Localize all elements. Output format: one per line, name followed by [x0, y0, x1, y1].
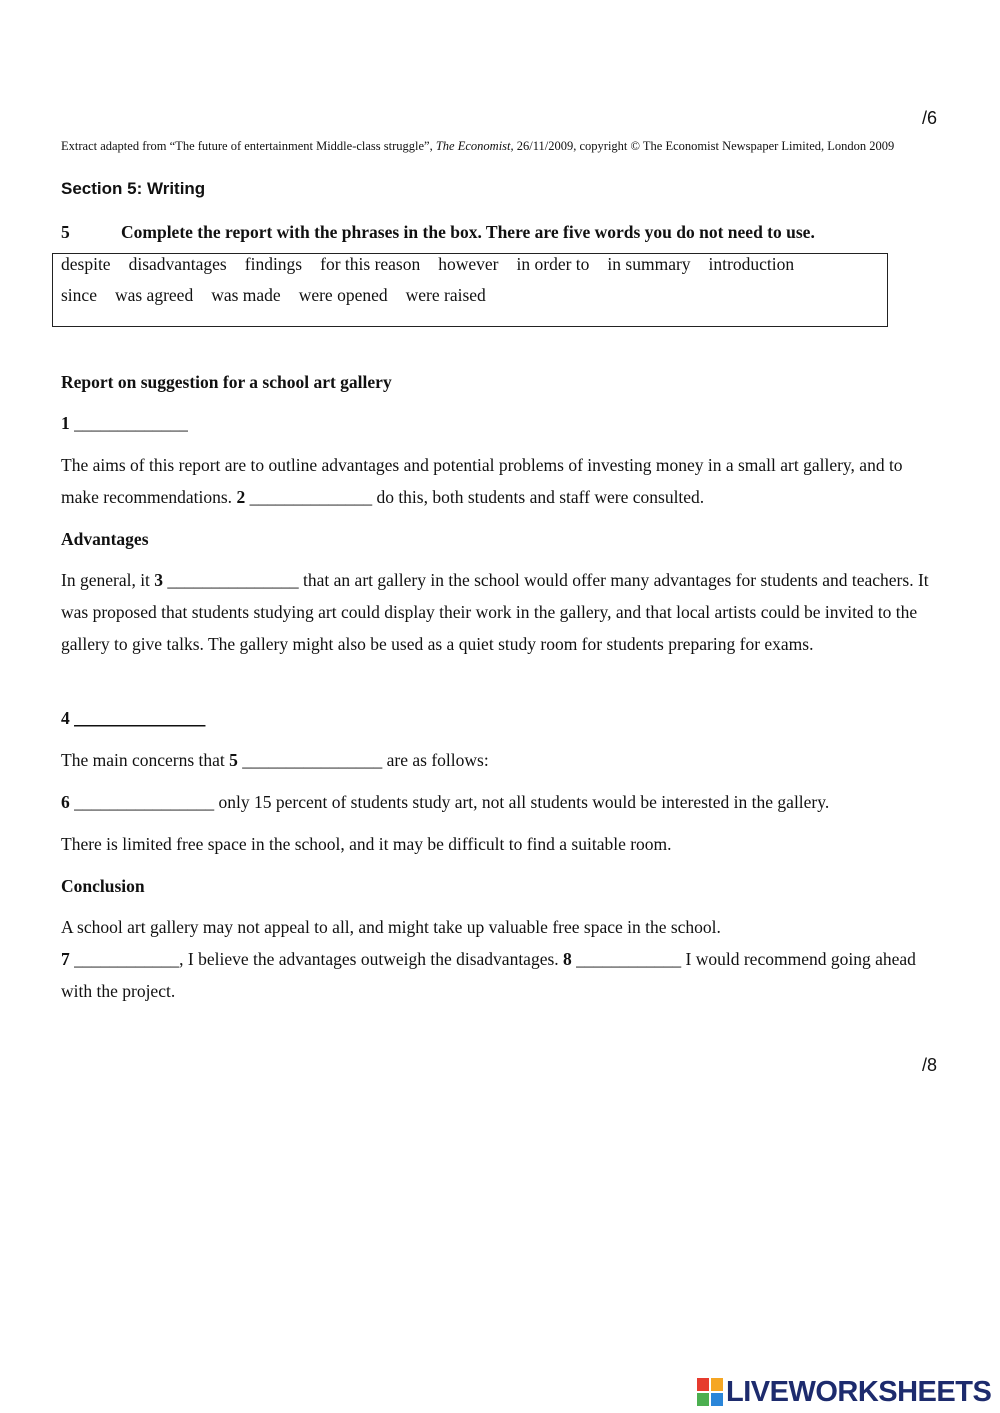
q4-blank[interactable]: _______________ [74, 708, 206, 728]
word-option[interactable]: for this reason [320, 254, 421, 274]
intro-paragraph [61, 449, 941, 513]
score-bottom: /8 [922, 1055, 938, 1075]
word-option[interactable]: findings [244, 254, 303, 274]
q6-number: 6 [61, 792, 70, 812]
q5-number: 5 [229, 750, 238, 770]
instruction [61, 222, 815, 243]
instruction-number: 5 [61, 222, 70, 242]
source-publication: The Economist, [435, 139, 514, 153]
word-option[interactable]: were raised [405, 285, 486, 305]
word-option[interactable]: in order to [516, 254, 590, 274]
q2-blank-text[interactable]: ______________ do this, both students and staff were consulted. [245, 487, 705, 507]
word-box-row-1 [61, 254, 812, 275]
word-box [52, 253, 888, 327]
section-title: Section 5: Writing [61, 179, 206, 198]
q8-number: 8 [563, 949, 572, 969]
q4-number: 4 [61, 708, 70, 728]
q7-blank-text[interactable]: ____________, I believe the advantages outweigh the disadvantages. [69, 949, 564, 969]
q8-blank-text[interactable]: ____________ I would recommend going ahead with the project. [61, 949, 916, 1001]
word-option[interactable]: since [61, 285, 97, 305]
logo-icon [697, 1378, 723, 1406]
source-before: Extract adapted from “The future of entertainment Middle-class struggle”, [61, 139, 436, 153]
concern-1 [61, 786, 941, 818]
conclusion-line-1: A school art gallery may not appeal to all, and might take up valuable free space in the school. [61, 917, 721, 937]
conclusion-line-2 [61, 943, 941, 1007]
advantages-heading: Advantages [61, 529, 149, 549]
word-box-row-2 [61, 285, 504, 306]
source-after: 26/11/2009, copyright © The Economist Newspaper Limited, London 2009 [513, 139, 895, 153]
q2-number: 2 [236, 487, 246, 507]
q7-number: 7 [61, 949, 70, 969]
logo-text: LIVEWORKSHEETS [726, 1375, 992, 1408]
q1-blank[interactable]: _____________ [74, 413, 188, 433]
source-citation [61, 138, 941, 154]
q1-number: 1 [61, 413, 70, 433]
word-option[interactable]: were opened [298, 285, 388, 305]
liveworksheets-logo[interactable] [697, 1376, 991, 1408]
instruction-text: Complete the report with the phrases in the box. There are five words you do not need to use. [121, 222, 815, 242]
heading-4 [61, 702, 941, 734]
conclusion-heading: Conclusion [61, 876, 145, 896]
report-title: Report on suggestion for a school art gallery [61, 372, 392, 392]
adv-pre: In general, it [61, 570, 155, 590]
word-option[interactable]: introduction [708, 254, 795, 274]
heading-1 [61, 407, 941, 439]
q3-blank-text[interactable]: _______________ that an art gallery in the school would offer many advantages for students and teachers. It was proposed that students studying art could display their work in the gallery, and that local artists could be invited to the gallery to give talks. The gallery might also be used as a quiet study room for students preparing for exams. [61, 570, 929, 654]
word-option[interactable]: was agreed [114, 285, 194, 305]
q3-number: 3 [154, 570, 164, 590]
score-top: /6 [922, 108, 938, 128]
advantages-paragraph [61, 564, 941, 660]
word-option[interactable]: in summary [607, 254, 691, 274]
word-option[interactable]: was made [211, 285, 281, 305]
concern-2: There is limited free space in the school, and it may be difficult to find a suitable room. [61, 834, 672, 854]
concern-pre: The main concerns that [61, 750, 230, 770]
q5-blank-text[interactable]: ________________ are as follows: [237, 750, 489, 770]
word-option[interactable]: however [438, 254, 499, 274]
word-option[interactable]: disadvantages [128, 254, 227, 274]
concerns-line [61, 744, 941, 776]
intro-text: The aims of this report are to outline advantages and potential problems of investing money in a small art gallery, and to make recommendations. [61, 455, 903, 507]
word-option[interactable]: despite [61, 254, 111, 274]
q6-blank-text[interactable]: ________________ only 15 percent of students study art, not all students would be interested in the gallery. [69, 792, 830, 812]
